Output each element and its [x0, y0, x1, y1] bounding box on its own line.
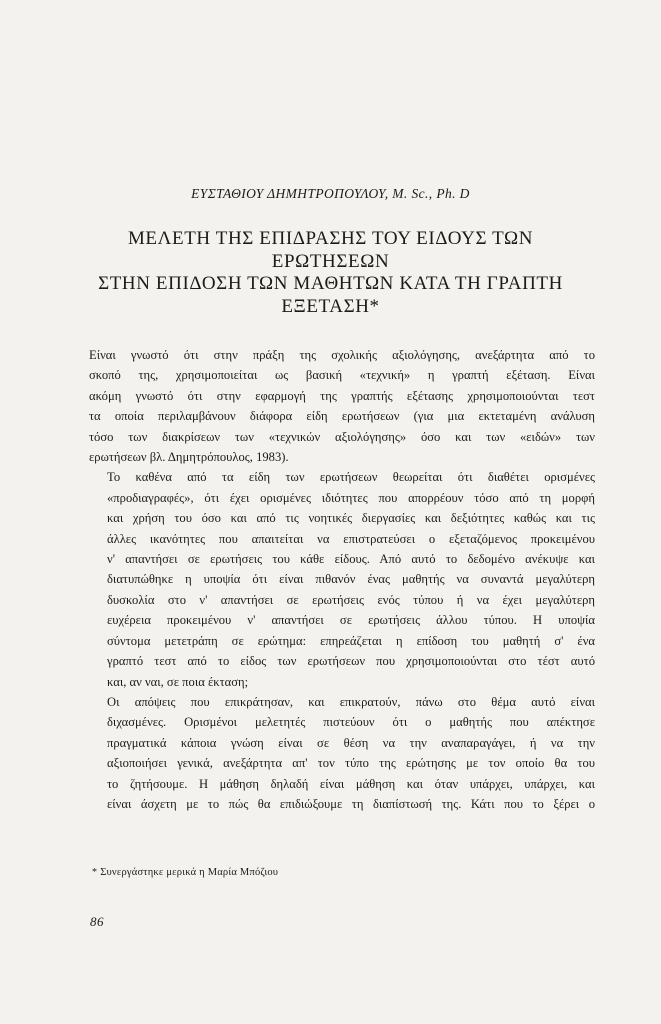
text-line: τα οποία περιλαμβάνουν διάφορα είδη ερωτήσεων (για μια εκτεταμένη ανάλυση — [89, 409, 595, 424]
text-line: και, αν ναι, σε ποια έκταση; — [107, 674, 249, 689]
text-line: Οι απόψεις που επικράτησαν, και επικρατούν, πάνω στο θέμα αυτό είναι — [107, 694, 595, 709]
text-line: το ζητήσουμε. Η μάθηση δηλαδή είναι μάθηση και όταν υπάρχει, υπάρχει, και — [107, 776, 595, 791]
text-line: Το καθένα από τα είδη των ερωτήσεων θεωρείται ότι διαθέτει ορισμένες — [107, 470, 595, 485]
text-line: ερωτήσεων βλ. Δημητρόπουλος, 1983). — [89, 450, 289, 465]
page-number: 86 — [90, 914, 104, 929]
paragraph — [89, 467, 595, 691]
text-line: και χρήση του όσο και από τις νοητικές διεργασίες και δεξιότητες καθώς και τις — [107, 511, 595, 526]
text-line: διχασμένες. Ορισμένοι μελετητές πιστεύουν ότι ο μαθητής που απέκτησε — [107, 715, 595, 730]
title-line: ΕΡΩΤΗΣΕΩΝ — [271, 250, 390, 272]
text-line: σύντομα μετετράπη σε ερώτημα: επηρεάζεται η επίδοση του μαθητή σ' ένα — [107, 633, 595, 648]
footnote-marker: * — [92, 867, 98, 878]
footnote — [92, 867, 278, 878]
paragraph — [89, 692, 595, 814]
paragraph — [89, 345, 595, 467]
article-title — [60, 228, 601, 318]
text-line: πραγματικά κάποια γνώση είναι σε θέση να την αναπαραγάγει, ή να την — [107, 735, 595, 750]
text-line: ακόμη γνωστό ότι στην εφαρμογή της γραπτής εξέτασης χρησιμοποιούνται τεστ — [89, 388, 595, 403]
title-line: ΣΤΗΝ ΕΠΙΔΟΣΗ ΤΩΝ ΜΑΘΗΤΩΝ ΚΑΤΑ ΤΗ ΓΡΑΠΤΗ — [98, 273, 563, 294]
text-line: αξιοποιήσει γενικά, ανεξάρτητα απ' τον τύπο της ερώτησης με τον οποίο θα του — [107, 756, 595, 771]
body-text — [89, 345, 595, 814]
title-line: ΕΞΕΤΑΣΗ* — [281, 295, 380, 317]
title-line: ΜΕΛΕΤΗ ΤΗΣ ΕΠΙΔΡΑΣΗΣ ΤΟΥ ΕΙΔΟΥΣ ΤΩΝ — [127, 228, 534, 249]
text-line: διατυπώθηκε η υποψία ότι είναι πιθανόν ένας μαθητής να συναντά μεγαλύτερη — [107, 572, 595, 587]
text-line: σκοπό της, χρησιμοποιείται ως βασική «τεχνική» η γραπτή εξέταση. Είναι — [89, 368, 595, 383]
text-line: «προδιαγραφές», ότι έχει ορισμένες ιδιότητες που απορρέουν τόσο από τη μορφή — [107, 490, 595, 505]
text-line: Είναι γνωστό ότι στην πράξη της σχολικής αξιολόγησης, ανεξάρτητα από το — [89, 348, 595, 362]
text-line: ν' απαντήσει σε ερωτήσεις του κάθε είδους. Από αυτό το δεδομένο ανέκυψε και — [107, 552, 595, 567]
footnote-text: Συνεργάστηκε μερικά η Μαρία Μπόζιου — [100, 867, 279, 878]
text-line: δυσκολία στο ν' απαντήσει σε ερωτήσεις ενός τύπου ή να έχει μεγαλύτερη — [107, 592, 595, 607]
text-line: τόσο των διακρίσεων των «τεχνικών αξιολόγησης» όσο και των «ειδών» των — [89, 429, 595, 444]
author-line: ΕΥΣΤΑΘΙΟΥ ΔΗΜΗΤΡΟΠΟΥΛΟΥ, M. Sc., Ph. D — [191, 186, 470, 201]
text-line: γραπτό τεστ από το είδος των ερωτήσεων που χρησιμοποιούνται στο τέστ αυτό — [107, 654, 595, 669]
text-line: είναι άσχετη με το πώς θα επιδιώξουμε τη διαπίστωσή της. Κάτι που το ξέρει ο — [107, 796, 595, 811]
text-line: άλλες ικανότητες που απαιτείται να επιστρατεύσει ο εξεταζόμενος προκειμένου — [107, 531, 595, 546]
text-line: ευχέρεια προκειμένου ν' απαντήσει σε ερωτήσεις άλλου τύπου. Η υποψία — [107, 613, 595, 628]
